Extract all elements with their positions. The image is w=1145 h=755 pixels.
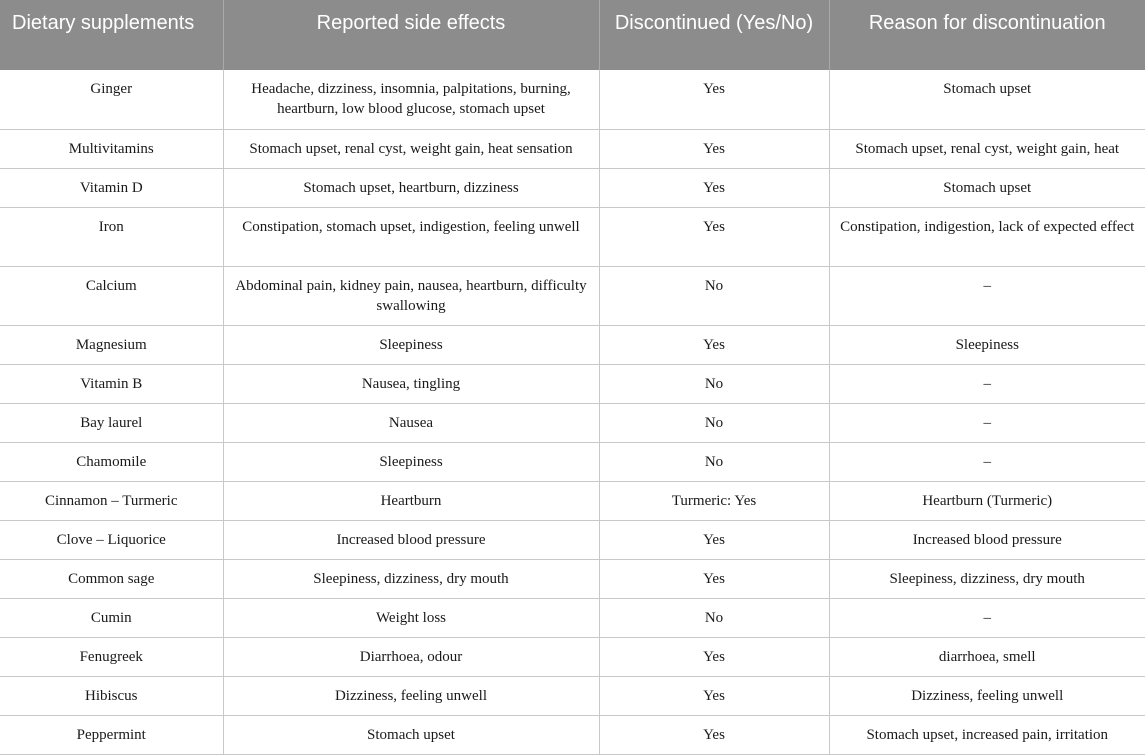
cell-discontinued: Yes [599,676,829,715]
table-row [0,559,1145,598]
header-dietary-supplements: Dietary supplements [0,0,223,70]
cell-side-effects: Sleepiness [223,325,599,364]
cell-reason: Stomach upset [829,168,1145,207]
cell-discontinued: Yes [599,207,829,266]
table-row [0,364,1145,403]
cell-reason: Stomach upset [829,70,1145,129]
table-row [0,168,1145,207]
cell-discontinued: No [599,266,829,325]
cell-discontinued: Turmeric: Yes [599,481,829,520]
cell-supplement: Common sage [0,559,223,598]
cell-discontinued: Yes [599,520,829,559]
cell-discontinued: No [599,364,829,403]
table-row [0,676,1145,715]
table-header [0,0,1145,70]
cell-side-effects: Weight loss [223,598,599,637]
cell-side-effects: Nausea, tingling [223,364,599,403]
cell-discontinued: No [599,442,829,481]
cell-reason: Constipation, indigestion, lack of expected effect [829,207,1145,266]
table-row [0,637,1145,676]
cell-reason: – [829,403,1145,442]
cell-side-effects: Abdominal pain, kidney pain, nausea, heartburn, difficulty swallowing [223,266,599,325]
cell-supplement: Peppermint [0,715,223,754]
cell-side-effects: Increased blood pressure [223,520,599,559]
table-row [0,70,1145,129]
cell-reason: Stomach upset, renal cyst, weight gain, heat [829,129,1145,168]
table-row [0,129,1145,168]
cell-reason: diarrhoea, smell [829,637,1145,676]
cell-discontinued: Yes [599,559,829,598]
table-row [0,325,1145,364]
cell-reason: Sleepiness, dizziness, dry mouth [829,559,1145,598]
cell-supplement: Cumin [0,598,223,637]
cell-supplement: Ginger [0,70,223,129]
cell-reason: Heartburn (Turmeric) [829,481,1145,520]
cell-reason: Increased blood pressure [829,520,1145,559]
cell-side-effects: Stomach upset, heartburn, dizziness [223,168,599,207]
cell-side-effects: Sleepiness, dizziness, dry mouth [223,559,599,598]
table-row [0,715,1145,754]
cell-side-effects: Headache, dizziness, insomnia, palpitations, burning, heartburn, low blood glucose, stomach upset [223,70,599,129]
cell-discontinued: Yes [599,325,829,364]
cell-reason: Stomach upset, increased pain, irritation [829,715,1145,754]
header-reason-for-discontinuation: Reason for discontinuation [829,0,1145,70]
cell-reason: Dizziness, feeling unwell [829,676,1145,715]
cell-discontinued: Yes [599,70,829,129]
cell-reason: – [829,598,1145,637]
cell-side-effects: Stomach upset [223,715,599,754]
cell-side-effects: Constipation, stomach upset, indigestion, feeling unwell [223,207,599,266]
table-row [0,520,1145,559]
cell-supplement: Fenugreek [0,637,223,676]
cell-supplement: Chamomile [0,442,223,481]
cell-reason: Sleepiness [829,325,1145,364]
cell-side-effects: Nausea [223,403,599,442]
cell-supplement: Cinnamon – Turmeric [0,481,223,520]
cell-side-effects: Stomach upset, renal cyst, weight gain, heat sensation [223,129,599,168]
header-row [0,0,1145,70]
cell-supplement: Vitamin B [0,364,223,403]
table-row [0,598,1145,637]
cell-discontinued: Yes [599,129,829,168]
cell-side-effects: Dizziness, feeling unwell [223,676,599,715]
cell-supplement: Iron [0,207,223,266]
cell-side-effects: Diarrhoea, odour [223,637,599,676]
table-row [0,403,1145,442]
cell-supplement: Calcium [0,266,223,325]
cell-supplement: Multivitamins [0,129,223,168]
table-row [0,207,1145,266]
cell-supplement: Magnesium [0,325,223,364]
cell-supplement: Bay laurel [0,403,223,442]
cell-discontinued: No [599,403,829,442]
header-discontinued: Discontinued (Yes/No) [599,0,829,70]
cell-supplement: Hibiscus [0,676,223,715]
cell-reason: – [829,442,1145,481]
table-row [0,481,1145,520]
cell-reason: – [829,266,1145,325]
cell-side-effects: Heartburn [223,481,599,520]
header-reported-side-effects: Reported side effects [223,0,599,70]
table-row [0,266,1145,325]
table-body [0,70,1145,754]
cell-supplement: Vitamin D [0,168,223,207]
cell-discontinued: No [599,598,829,637]
cell-supplement: Clove – Liquorice [0,520,223,559]
table-row [0,442,1145,481]
cell-discontinued: Yes [599,637,829,676]
cell-reason: – [829,364,1145,403]
cell-discontinued: Yes [599,168,829,207]
cell-discontinued: Yes [599,715,829,754]
cell-side-effects: Sleepiness [223,442,599,481]
